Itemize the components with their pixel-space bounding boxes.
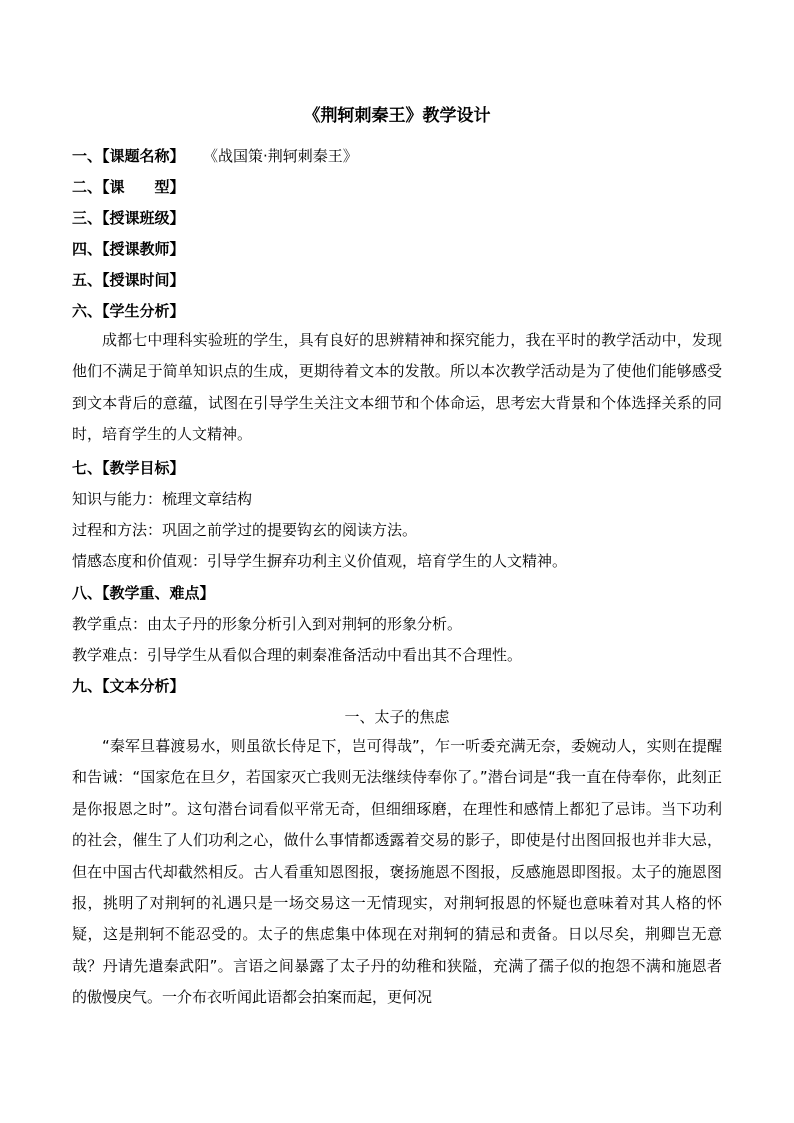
section-class-heading: 三、【授课班级】 [72, 209, 185, 227]
goal-item: 情感态度和价值观：引导学生摒弃功利主义价值观，培育学生的人文精神。 [72, 552, 568, 570]
document-title: 《荆轲刺秦王》教学设计 [303, 106, 491, 126]
section-students-heading: 六、【学生分析】 [72, 302, 185, 320]
section-lesson-type-heading: 二、【课 型】 [72, 178, 185, 196]
section-key-points-heading: 八、【教学重、难点】 [72, 584, 215, 602]
section-topic [72, 145, 358, 167]
goal-item: 过程和方法：巩固之前学过的提要钩玄的阅读方法。 [72, 521, 418, 539]
goal-item: 知识与能力：梳理文章结构 [72, 490, 253, 508]
key-point-item: 教学难点：引导学生从看似合理的刺秦准备活动中看出其不合理性。 [72, 646, 523, 664]
section-topic-heading: 一、【课题名称】 [72, 147, 185, 165]
section-time-heading: 五、【授课时间】 [72, 271, 185, 289]
text-analysis-paragraph: “秦军旦暮渡易水，则虽欲长侍足下，岂可得哉”，乍一听委充满无奈，委婉动人，实则在提醒和告诫：“国家危在旦夕，若国家灭亡我则无法继续侍奉你了。”潜台词是“我一直在侍奉你，此刻正是你报恩之时”。这句潜台词看似平常无奇，但细细琢磨，在理性和感情上都犯了忌讳。当下功利的社会，催生了人们功利之心，做什么事情都透露着交易的影子，即使是付出图回报也并非大忌，但在中国古代却截然相反。古人看重知恩图报，褒扬施恩不图报，反感施恩即图报。太子的施恩图报，挑明了对荆轲的礼遇只是一场交易这一无情现实，对荆轲报恩的怀疑也意味着对其人格的怀疑，这是荆轲不能忍受的。太子的焦虑集中体现在对荆轲的猜忌和责备。日以尽矣，荆卿岂无意哉？丹请先遣秦武阳”。言语之间暴露了太子丹的幼稚和狭隘，充满了孺子似的抱怨不满和施恩者的傲慢戾气。一介布衣听闻此语都会拍案而起，更何况 [72, 737, 722, 1007]
text-analysis-subtitle: 一、太子的焦虑 [344, 708, 450, 726]
key-point-item: 教学重点：由太子丹的形象分析引入到对荆轲的形象分析。 [72, 615, 463, 633]
section-text-analysis-heading: 九、【文本分析】 [72, 677, 185, 695]
students-paragraph: 成都七中理科实验班的学生，具有良好的思辨精神和探究能力，我在平时的教学活动中，发现他们不满足于简单知识点的生成，更期待着文本的发散。所以本次教学活动是为了使他们能够感受到文本背后的意蕴，试图在引导学生关注文本细节和个体命运，思考宏大背景和个体选择关系的同时，培育学生的人文精神。 [72, 331, 722, 444]
section-topic-value: 《战国策·荆轲刺秦王》 [210, 147, 358, 165]
section-teacher-heading: 四、【授课教师】 [72, 240, 185, 258]
section-goals-heading: 七、【教学目标】 [72, 459, 185, 477]
